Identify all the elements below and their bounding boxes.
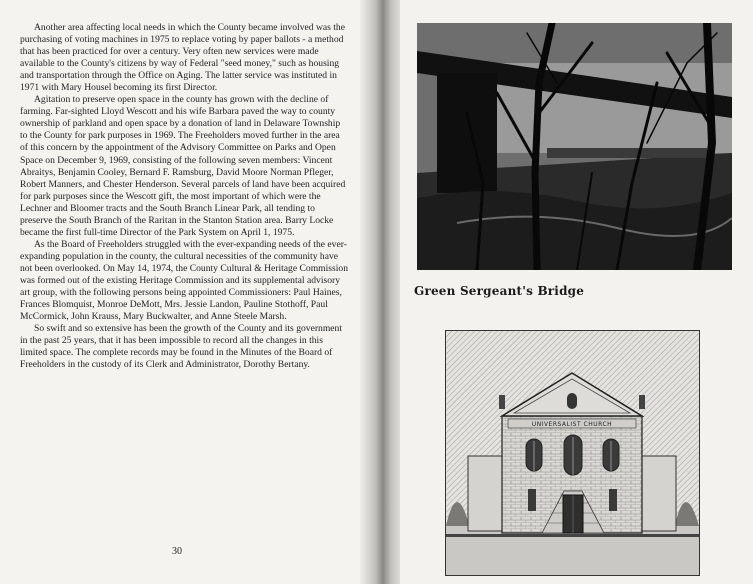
church-drawing-illustration xyxy=(446,331,699,575)
body-text xyxy=(20,22,348,371)
page-number: 30 xyxy=(172,546,182,557)
bridge-photo-illustration xyxy=(417,23,732,270)
photo-caption: Green Sergeant's Bridge xyxy=(414,284,585,298)
church-sign: UNIVERSALIST CHURCH xyxy=(531,421,613,428)
bridge-photo xyxy=(417,23,732,270)
paragraph-open-space: Agitation to preserve open space in the county has grown with the decline of farming. Far-sighted Lloyd Wescott and his wife Barbara paved the way to county ownership of parkland and open space by a donation of land in Delaware Township to the County for park purposes in 1969. The Freeholders moved further in the area of this concern by the appointment of the Advisory Committee on Parks and Open Space on December 9, 1969, consisting of the following seven members: Vincent Abraitys, Benjamin Cooley, Bernard F. Ramsburg, David Moore Norman Pfleger, Robert Manners, and Chester Henderson. Several parcels of land have been acquired for park purposes since the Wescott gift, the most important of which were the Lechner and Bloomer tracts and the South Branch Linear Park, all tending to preserve the South Branch of the Raritan in the Stanton Station area. Barry Locke became the first full-time Director of the Park System on April 1, 1975. xyxy=(20,94,346,238)
paragraph-cultural-commission: As the Board of Freeholders struggled with the ever-expanding needs of the ever-expanding population in the county, the cultural necessities of the community have not been overlooked. On May 14, 1974, the County Cultural & Heritage Commission was formed out of the existing Heritage Commission and its supplemental advisory art group, with the following persons being appointed Commissioners: Paul Haines, Frances Blomquist, Monroe DeMott, Mrs. Jessie Landon, Pauline Stothoff, Paul McCormick, John Krauss, Mary Buckwalter, and Anne Steele Marsh. xyxy=(20,238,349,323)
church-drawing xyxy=(445,330,700,576)
paragraph-growth-summary: So swift and so extensive has been the growth of the County and its government in the past 25 years, that it has been impossible to record all the changes in this limited space. The complete records may be found in the Minutes of the Board of Freeholders in the custody of its Clerk and Administrator, Dorothy Bertany. xyxy=(20,323,343,371)
paragraph-voting-machines: Another area affecting local needs in which the County became involved was the purchasing of voting machines in 1975 to replace voting by paper ballots - a method that has been practiced for over a century. Very often new services were made available to the County's citizens by way of Federal "seed money," such as housing and transportation through the Office on Aging. The latter service was instituted in 1971 with Mary Housel becoming its first Director. xyxy=(20,22,345,94)
